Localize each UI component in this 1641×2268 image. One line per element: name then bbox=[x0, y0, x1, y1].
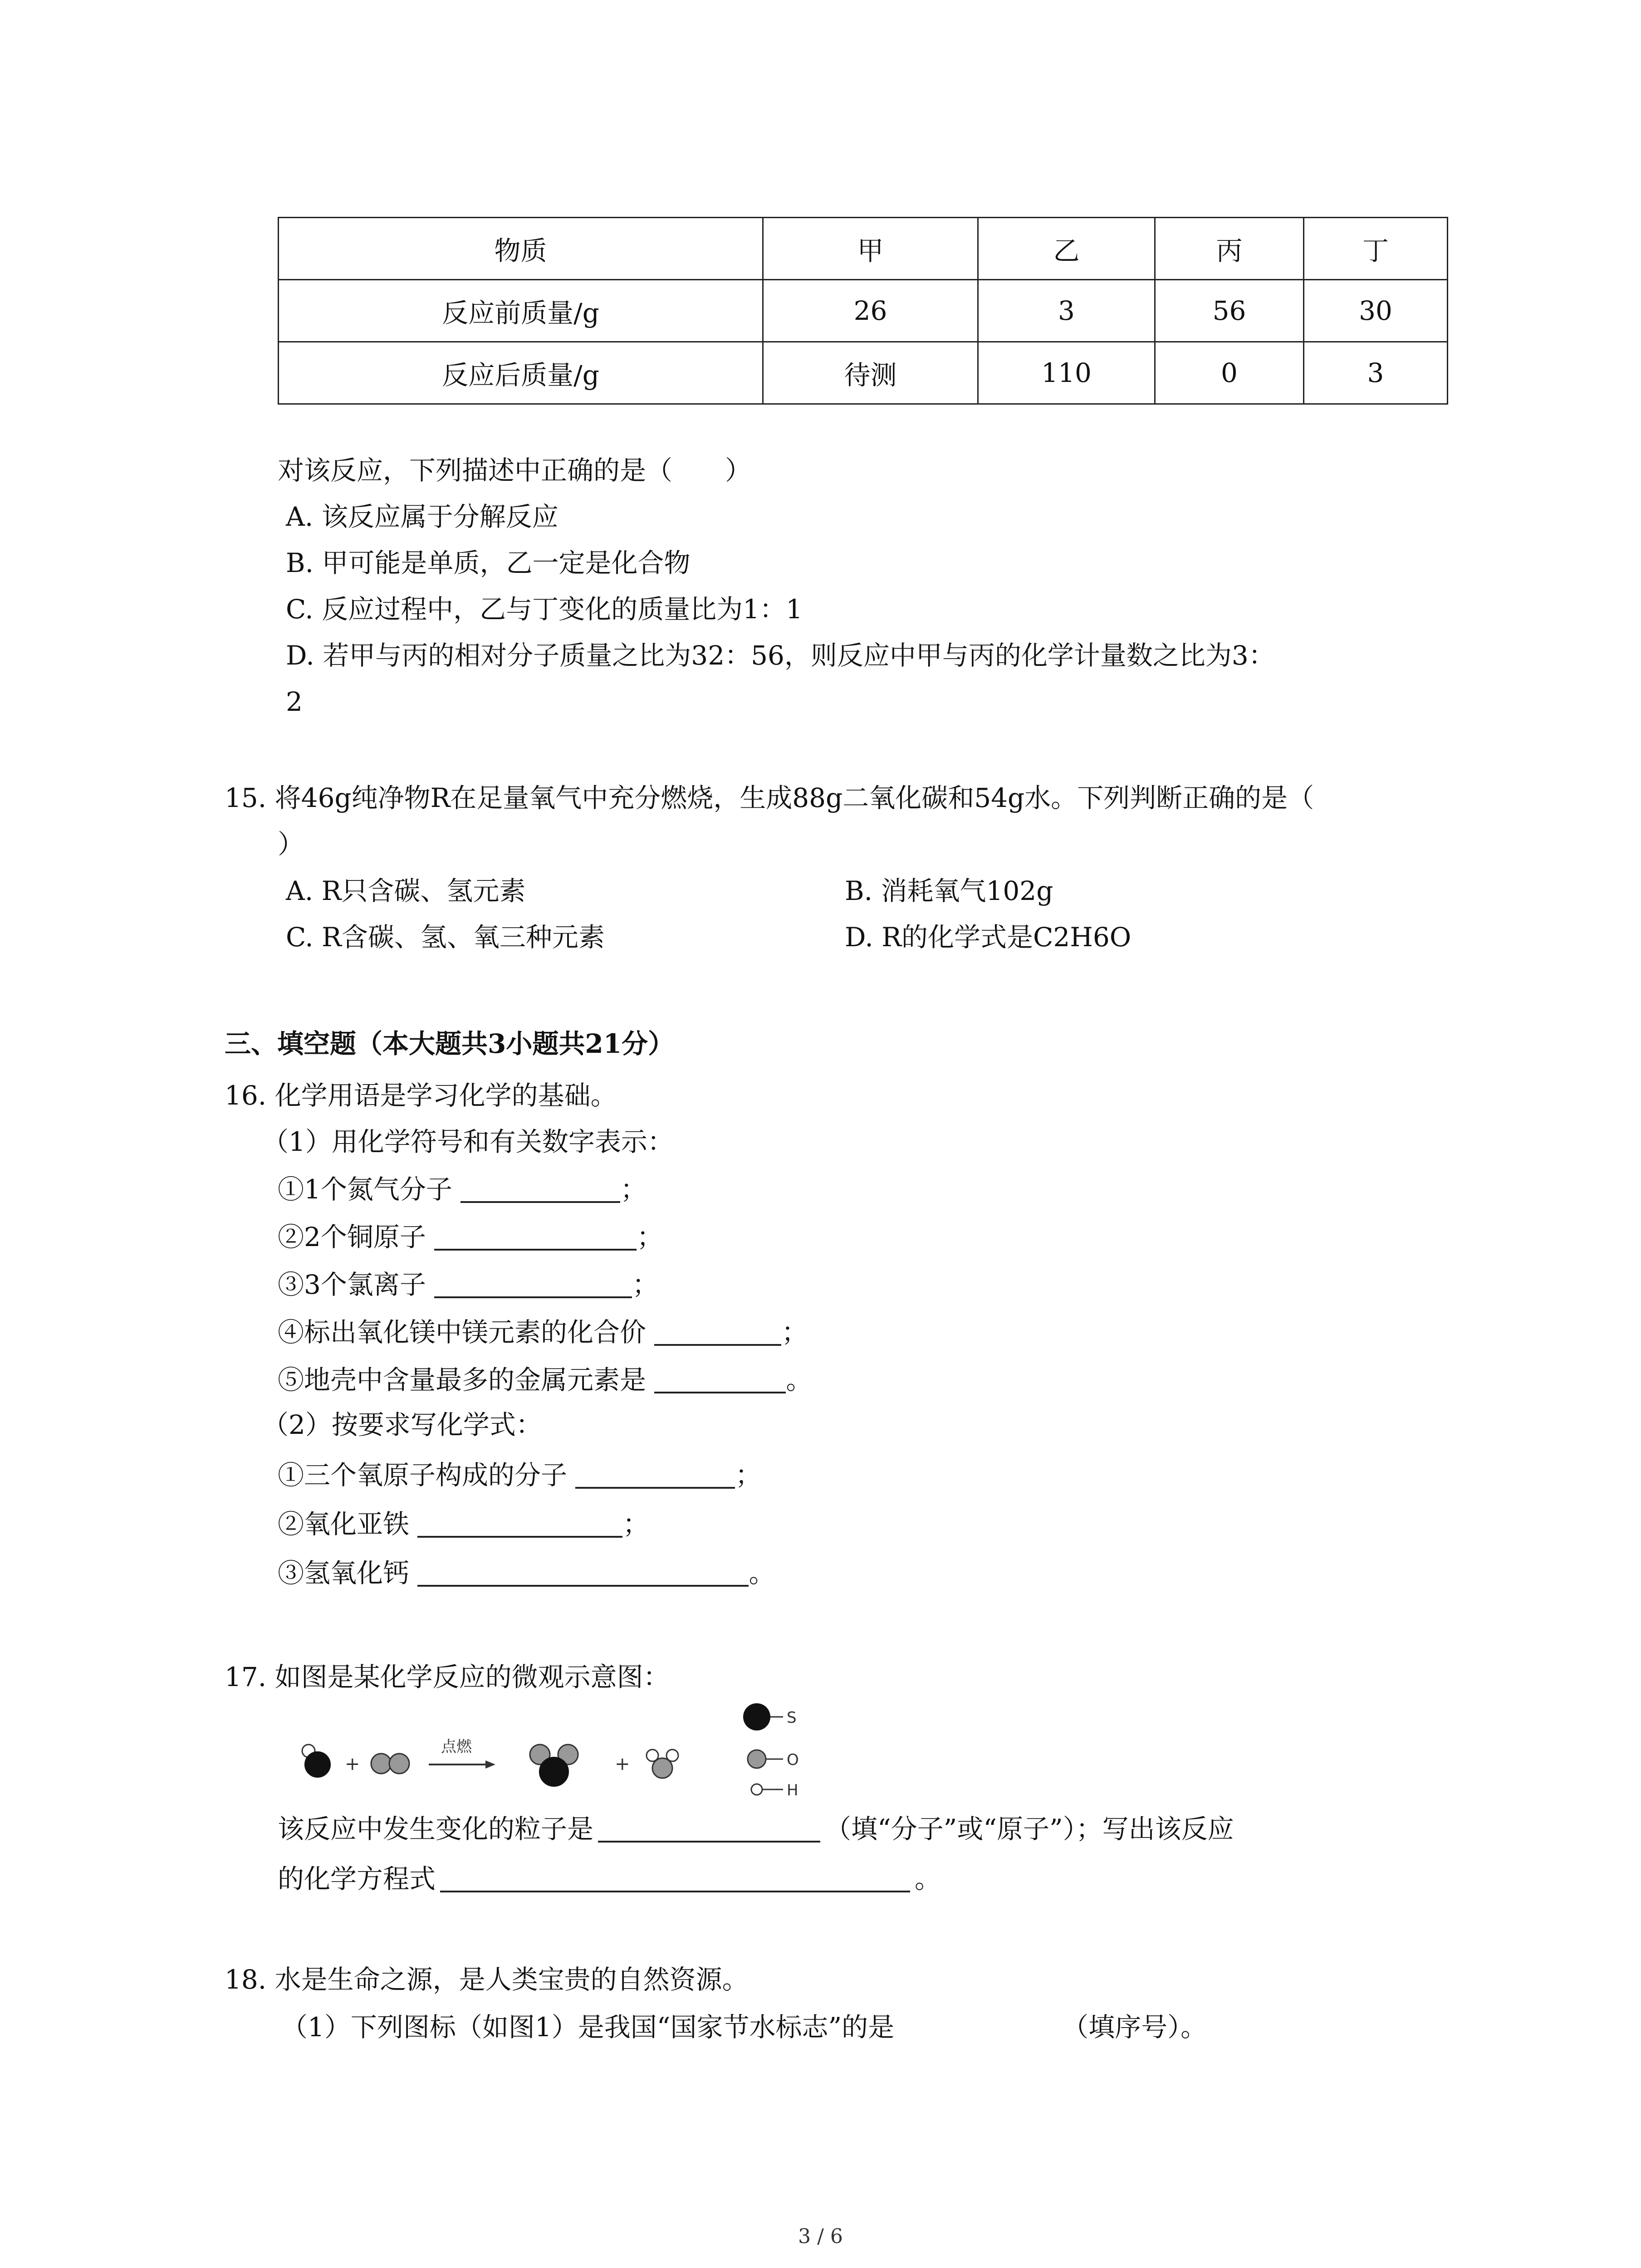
micro-reaction-diagram bbox=[272, 1696, 817, 1805]
legend-o-atom bbox=[748, 1750, 766, 1768]
table-cell: 丁 bbox=[1304, 218, 1448, 280]
table-cell: 0 bbox=[1155, 342, 1304, 404]
legend-label: H bbox=[787, 1781, 798, 1799]
q15-option-d: D. R的化学式是C2H6O bbox=[845, 922, 1132, 953]
answer-blank[interactable] bbox=[654, 1318, 781, 1346]
o2-molecule bbox=[371, 1754, 409, 1774]
legend bbox=[743, 1703, 799, 1799]
table-cell: 乙 bbox=[978, 218, 1155, 280]
h2s-molecule bbox=[302, 1745, 330, 1777]
q16-item: ③氢氧化钙 。 bbox=[278, 1558, 775, 1589]
answer-blank[interactable] bbox=[460, 1175, 620, 1203]
table-cell: 30 bbox=[1304, 280, 1448, 342]
answer-blank[interactable] bbox=[417, 1510, 622, 1538]
q15-option-c: C. R含碳、氢、氧三种元素 bbox=[286, 922, 605, 953]
table-row bbox=[279, 280, 1448, 342]
table-cell: 26 bbox=[763, 280, 978, 342]
table-cell: 反应前质量/g bbox=[279, 280, 763, 342]
q14-option-b: B. 甲可能是单质，乙一定是化合物 bbox=[286, 547, 691, 578]
so2-molecule bbox=[530, 1745, 578, 1786]
mass-table bbox=[278, 217, 1448, 405]
q16-item: ②氧化亚铁 ； bbox=[278, 1509, 649, 1540]
q14-option-d: D. 若甲与丙的相对分子质量之比为32：56，则反应中甲与丙的化学计量数之比为3： bbox=[286, 640, 1275, 671]
q18-stem: 18. 水是生命之源，是人类宝贵的自然资源。 bbox=[225, 1964, 749, 1995]
answer-blank[interactable] bbox=[654, 1365, 786, 1393]
h2o-molecule bbox=[647, 1750, 678, 1778]
page-number: 3 / 6 bbox=[798, 2225, 843, 2248]
answer-blank[interactable] bbox=[434, 1222, 637, 1251]
answer-blank[interactable] bbox=[434, 1270, 632, 1298]
section-title: 三、填空题（本大题共3小题共21分） bbox=[225, 1028, 675, 1059]
table-cell: 甲 bbox=[763, 218, 978, 280]
q15-option-a: A. R只含碳、氢元素 bbox=[286, 875, 526, 906]
table-cell: 56 bbox=[1155, 280, 1304, 342]
q17-line1: 该反应中发生变化的粒子是 （填“分子”或“原子”）；写出该反应 bbox=[278, 1813, 1234, 1844]
answer-blank[interactable] bbox=[440, 1864, 910, 1892]
plus-sign: + bbox=[615, 1754, 630, 1774]
reaction-arrow bbox=[429, 1760, 495, 1769]
table-row bbox=[279, 342, 1448, 404]
plus-sign: + bbox=[345, 1754, 360, 1774]
q17-line2: 的化学方程式 。 bbox=[278, 1863, 941, 1894]
q14-option-d-cont: 2 bbox=[286, 686, 303, 717]
q14-option-c: C. 反应过程中，乙与丁变化的质量比为1：1 bbox=[286, 594, 803, 625]
table-cell: 反应后质量/g bbox=[279, 342, 763, 404]
answer-blank[interactable] bbox=[417, 1559, 749, 1587]
legend-s-atom bbox=[743, 1703, 770, 1730]
q15-stem-cont: ） bbox=[278, 829, 304, 860]
q16-item: ④标出氧化镁中镁元素的化合价 ； bbox=[278, 1317, 808, 1348]
q16-stem: 16. 化学用语是学习化学的基础。 bbox=[225, 1080, 617, 1111]
q16-item: ①三个氧原子构成的分子 ； bbox=[278, 1460, 762, 1491]
legend-label: O bbox=[787, 1751, 799, 1769]
q16-part1: （1）用化学符号和有关数字表示： bbox=[262, 1126, 674, 1157]
q17-stem: 17. 如图是某化学反应的微观示意图： bbox=[225, 1662, 670, 1692]
q16-item: ③3个氯离子 ； bbox=[278, 1269, 659, 1300]
legend-h-atom bbox=[751, 1784, 762, 1795]
q15-option-b: B. 消耗氧气102g bbox=[845, 875, 1053, 906]
table-cell: 待测 bbox=[763, 342, 978, 404]
table-cell: 丙 bbox=[1155, 218, 1304, 280]
q16-item: ⑤地壳中含量最多的金属元素是 。 bbox=[278, 1364, 813, 1395]
legend-label: S bbox=[787, 1709, 797, 1727]
q16-item: ②2个铜原子 ； bbox=[278, 1222, 663, 1252]
q18-part1: （1）下列图标（如图1）是我国“国家节水标志”的是 （填序号）。 bbox=[281, 2012, 1207, 2043]
table-cell: 3 bbox=[978, 280, 1155, 342]
q14-stem: 对该反应，下列描述中正确的是（ ） bbox=[278, 455, 752, 486]
answer-blank[interactable] bbox=[575, 1461, 735, 1489]
q15-stem: 15. 将46g纯净物R在足量氧气中充分燃烧，生成88g二氧化碳和54g水。下列判断正确的是（ bbox=[225, 782, 1314, 813]
answer-blank[interactable] bbox=[598, 1814, 820, 1843]
table-cell: 物质 bbox=[279, 218, 763, 280]
table-cell: 3 bbox=[1304, 342, 1448, 404]
table-cell: 110 bbox=[978, 342, 1155, 404]
table-header-row bbox=[279, 218, 1448, 280]
q14-option-a: A. 该反应属于分解反应 bbox=[286, 501, 558, 532]
q16-item: ①1个氮气分子 ； bbox=[278, 1174, 647, 1205]
q16-part2: （2）按要求写化学式： bbox=[262, 1409, 542, 1440]
arrow-label: 点燃 bbox=[441, 1738, 472, 1756]
